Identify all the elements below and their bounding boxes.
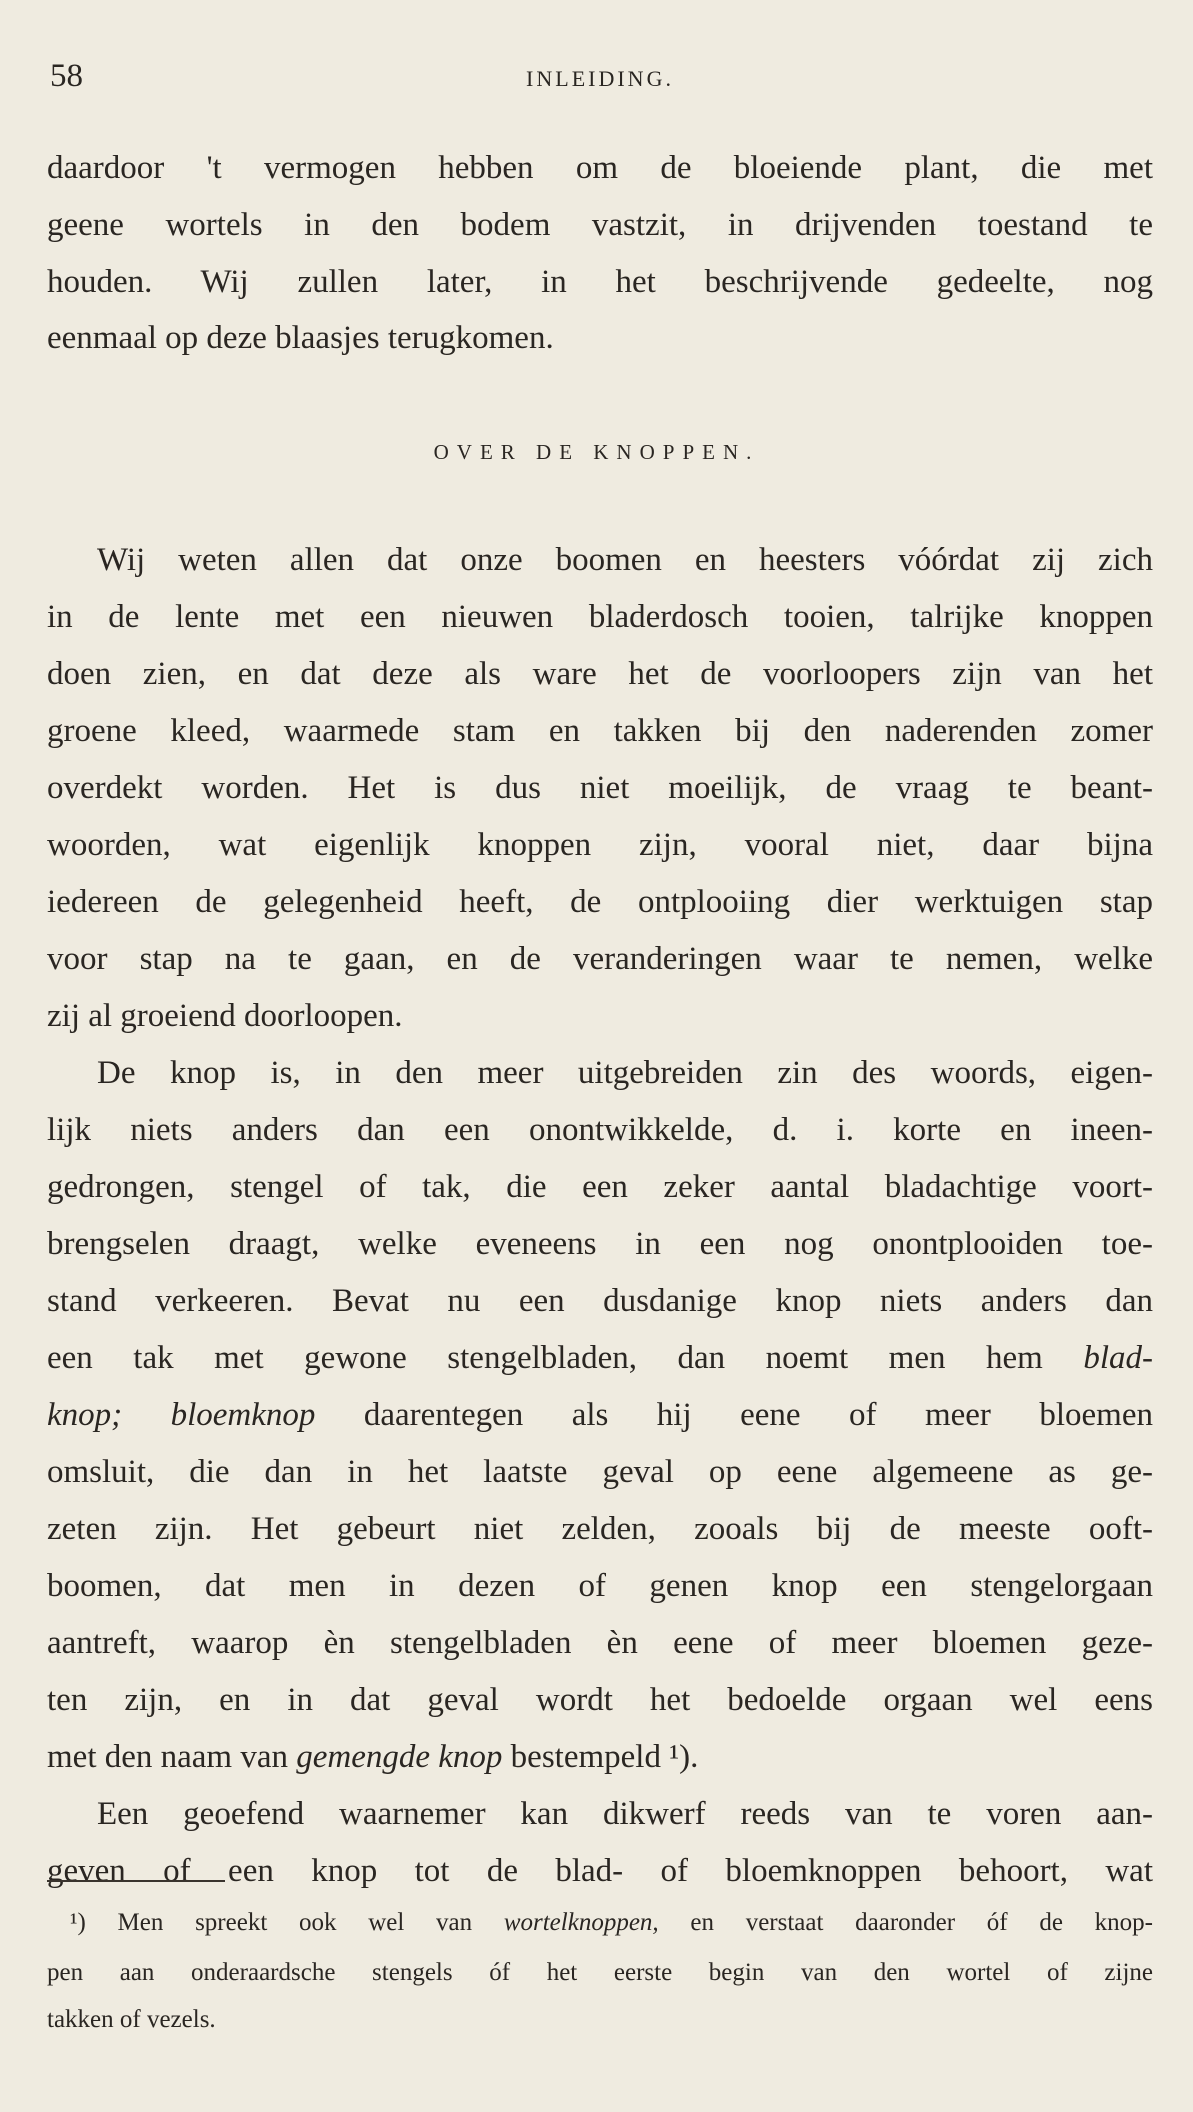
text-line: eenmaal op deze blaasjes terugkomen. bbox=[47, 320, 554, 356]
footnote-line: takken of vezels. bbox=[47, 2006, 216, 2033]
text-line: groene kleed, waarmede stam en takken bij den naderenden zomer bbox=[47, 713, 1153, 749]
text-line: omsluit, die dan in het laatste geval op eene algemeene as ge- bbox=[47, 1454, 1153, 1490]
text-segment: en verstaat daaronder óf de knop- bbox=[658, 1909, 1153, 1936]
text-segment: ¹) Men spreekt ook wel van bbox=[70, 1909, 504, 1936]
running-header bbox=[50, 58, 1150, 98]
italic-term: knop; bloemknop bbox=[47, 1397, 316, 1433]
text-line: zeten zijn. Het gebeurt niet zelden, zooals bij de meeste ooft- bbox=[47, 1511, 1153, 1547]
text-line: aantreft, waarop èn stengelbladen èn eene of meer bloemen geze- bbox=[47, 1625, 1153, 1661]
text-line: daardoor 't vermogen hebben om de bloeiende plant, die met bbox=[47, 150, 1153, 186]
text-line: boomen, dat men in dezen of genen knop een stengelorgaan bbox=[47, 1568, 1153, 1604]
italic-term: gemengde knop bbox=[296, 1739, 503, 1775]
text-line: overdekt worden. Het is dus niet moeilijk, de vraag te beant- bbox=[47, 770, 1153, 806]
text-line bbox=[47, 1395, 1153, 1435]
text-line bbox=[47, 1338, 1153, 1378]
text-line: iedereen de gelegenheid heeft, de ontplooiing dier werktuigen stap bbox=[47, 884, 1153, 920]
running-title: INLEIDING. bbox=[526, 66, 674, 91]
text-line: stand verkeeren. Bevat nu een dusdanige knop niets anders dan bbox=[47, 1283, 1153, 1319]
text-segment: daarentegen als hij eene of meer bloemen bbox=[315, 1397, 1153, 1433]
text-line bbox=[47, 1737, 1153, 1777]
text-segment: een tak met gewone stengelbladen, dan noemt men hem bbox=[47, 1340, 1084, 1376]
text-line: voor stap na te gaan, en de veranderingen waar te nemen, welke bbox=[47, 941, 1153, 977]
footnote-line: pen aan onderaardsche stengels óf het eerste begin van den wortel of zijne bbox=[47, 1959, 1153, 1986]
italic-term: wortelknoppen, bbox=[503, 1909, 659, 1936]
text-line: geven of een knop tot de blad- of bloemknoppen behoort, wat bbox=[47, 1853, 1153, 1889]
text-line: Een geoefend waarnemer kan dikwerf reeds van te voren aan- bbox=[97, 1796, 1153, 1832]
text-line: geene wortels in den bodem vastzit, in drijvenden toestand te bbox=[47, 207, 1153, 243]
text-line: in de lente met een nieuwen bladerdosch tooien, talrijke knoppen bbox=[47, 599, 1153, 635]
text-line: doen zien, en dat deze als ware het de voorloopers zijn van het bbox=[47, 656, 1153, 692]
text-line: De knop is, in den meer uitgebreiden zin des woords, eigen- bbox=[97, 1055, 1153, 1091]
text-line: brengselen draagt, welke eveneens in een nog onontplooiden toe- bbox=[47, 1226, 1153, 1262]
footnote-line bbox=[70, 1908, 1153, 1938]
page-number: 58 bbox=[50, 58, 83, 94]
text-line: ten zijn, en in dat geval wordt het bedoelde orgaan wel eens bbox=[47, 1682, 1153, 1718]
text-line: houden. Wij zullen later, in het beschrijvende gedeelte, nog bbox=[47, 264, 1153, 300]
text-line: woorden, wat eigenlijk knoppen zijn, vooral niet, daar bijna bbox=[47, 827, 1153, 863]
text-segment: bestempeld ¹). bbox=[502, 1739, 699, 1775]
text-line: zij al groeiend doorloopen. bbox=[47, 998, 403, 1034]
text-line: Wij weten allen dat onze boomen en heesters vóórdat zij zich bbox=[97, 542, 1153, 578]
text-segment: met den naam van bbox=[47, 1739, 297, 1775]
text-line: gedrongen, stengel of tak, die een zeker aantal bladachtige voort- bbox=[47, 1169, 1153, 1205]
section-heading: OVER DE KNOPPEN. bbox=[433, 440, 760, 464]
text-line: lijk niets anders dan een onontwikkelde, d. i. korte en ineen- bbox=[47, 1112, 1153, 1148]
italic-term: blad- bbox=[1083, 1340, 1153, 1376]
footnote-rule bbox=[47, 1880, 225, 1882]
